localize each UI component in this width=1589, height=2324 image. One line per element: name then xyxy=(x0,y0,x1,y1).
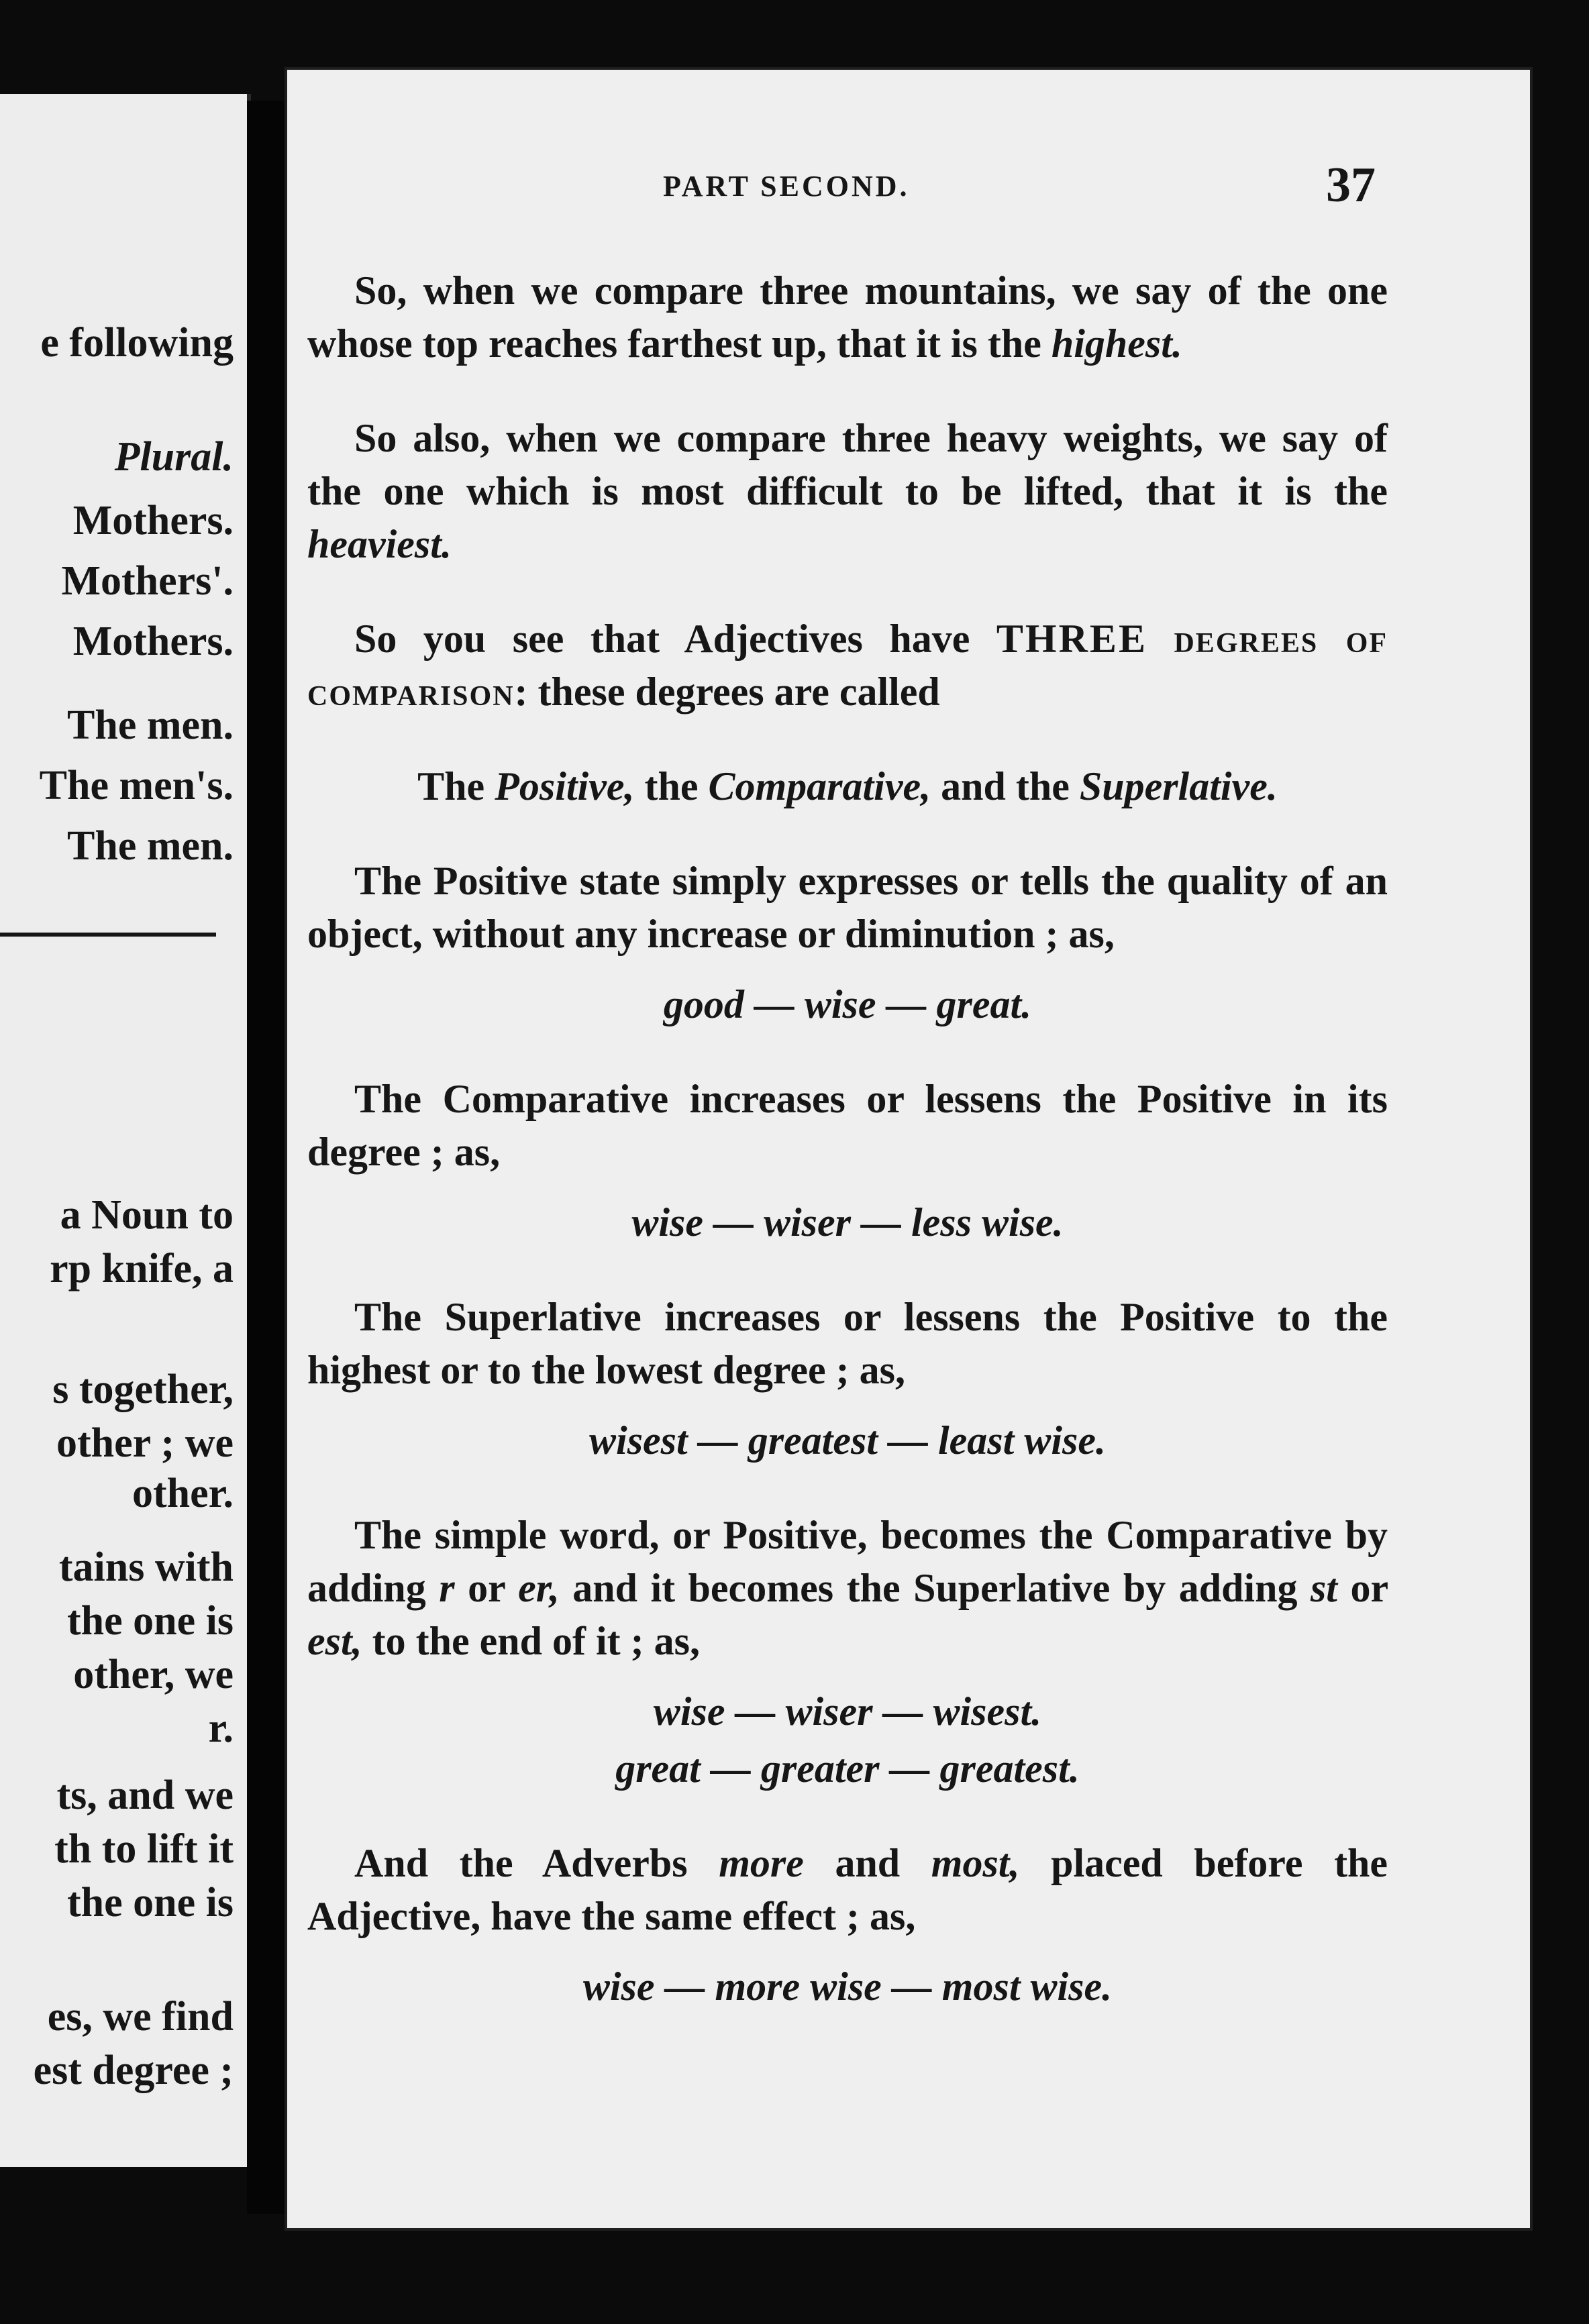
adverb-more: more xyxy=(719,1841,804,1885)
emphasis-word: heaviest. xyxy=(307,522,452,566)
body-text xyxy=(307,264,1388,2013)
suffix-r: r xyxy=(439,1566,455,1610)
left-page-line: tains with xyxy=(58,1544,234,1590)
book-gutter xyxy=(247,101,285,2214)
left-page-line: Mothers. xyxy=(72,619,234,664)
example-wise-forms: wise — wiser — wisest. xyxy=(653,1689,1042,1734)
paragraph-three-degrees xyxy=(307,613,1388,719)
left-page-line: The men's. xyxy=(39,763,234,808)
paragraph-text: : these degrees are called xyxy=(514,670,940,714)
left-page-line: e following xyxy=(40,320,234,366)
suffix-st: st xyxy=(1310,1566,1337,1610)
caps-word: THREE xyxy=(996,617,1147,661)
left-page-line: The men. xyxy=(67,702,234,748)
example-adverbs: wise — more wise — most wise. xyxy=(582,1964,1113,2009)
emphasis-word: highest. xyxy=(1051,321,1182,366)
page-number: 37 xyxy=(1326,158,1376,213)
paragraph-superlative: The Superlative increases or lessens the Positive to the highest or to the lowest degree ; as, xyxy=(307,1295,1388,1392)
running-head: PART SECOND. xyxy=(663,170,910,203)
suffix-est: est, xyxy=(307,1619,362,1663)
paragraph-text: placed before the Adjective, have the same effect ; as, xyxy=(307,1841,1388,1938)
left-page-line: Mothers'. xyxy=(61,558,234,604)
paragraph-text: and xyxy=(835,1841,901,1885)
left-page-line: s together, xyxy=(52,1367,234,1412)
left-page-line: ts, and we xyxy=(56,1773,234,1818)
suffix-er: er, xyxy=(518,1566,560,1610)
example-superlative: wisest — greatest — least wise. xyxy=(589,1418,1106,1463)
paragraph-text: So you see that Adjectives have xyxy=(354,617,970,661)
paragraph-text: and the xyxy=(941,764,1070,808)
paragraph-text: So also, when we compare three heavy weights, we say of the one which is most difficult to be lifted, that it is the xyxy=(307,416,1388,513)
term-superlative: Superlative. xyxy=(1079,764,1278,808)
left-page-line: th to lift it xyxy=(54,1826,234,1872)
left-page-line: a Noun to xyxy=(60,1192,234,1238)
example-comparative: wise — wiser — less wise. xyxy=(631,1200,1064,1245)
paragraph-degree-names xyxy=(307,760,1388,813)
left-page-line: Plural. xyxy=(114,434,234,480)
paragraph-mountains xyxy=(307,264,1388,370)
left-page-rule xyxy=(0,933,216,937)
paragraph-text: The xyxy=(417,764,485,808)
left-page-line: other ; we xyxy=(56,1420,234,1466)
paragraph-text: the xyxy=(644,764,699,808)
left-page-fragment xyxy=(0,94,251,2167)
right-page xyxy=(285,67,1533,2231)
page-header xyxy=(287,158,1530,213)
paragraph-text: So, when we compare three mountains, we say of the one whose top reaches farthest up, that it is the xyxy=(307,268,1388,366)
small-caps-phrase: degrees of comparison xyxy=(307,617,1388,714)
left-page-line: rp knife, a xyxy=(50,1246,234,1291)
example-positive: good — wise — great. xyxy=(663,982,1032,1026)
left-page-line: the one is xyxy=(67,1880,234,1925)
left-page-line: es, we find xyxy=(47,1994,234,2040)
left-page-line: The men. xyxy=(67,823,234,869)
paragraph-weights xyxy=(307,412,1388,571)
adverb-most: most, xyxy=(931,1841,1020,1885)
paragraph-comparative: The Comparative increases or lessens the Positive in its degree ; as, xyxy=(307,1077,1388,1174)
left-page-line: the one is xyxy=(67,1598,234,1644)
paragraph-adverbs xyxy=(307,1837,1388,1943)
term-comparative: Comparative, xyxy=(708,764,931,808)
paragraph-text: or xyxy=(468,1566,505,1610)
term-positive: Positive, xyxy=(495,764,635,808)
paragraph-text: And the Adverbs xyxy=(354,1841,688,1885)
paragraph-text: or xyxy=(1350,1566,1388,1610)
paragraph-positive: The Positive state simply expresses or tells the quality of an object, without any increase or diminution ; as, xyxy=(307,859,1388,956)
left-page-line: other. xyxy=(132,1471,234,1516)
left-page-line: est degree ; xyxy=(33,2048,234,2093)
paragraph-text: to the end of it ; as, xyxy=(372,1619,700,1663)
left-page-line: r. xyxy=(208,1705,234,1751)
example-great-forms: great — greater — greatest. xyxy=(615,1746,1080,1791)
left-page-line: Mothers. xyxy=(72,498,234,543)
paragraph-text: and it becomes the Superlative by adding xyxy=(572,1566,1298,1610)
paragraph-text: The simple word, or Positive, becomes the Comparative by adding xyxy=(307,1513,1388,1610)
left-page-line: other, we xyxy=(73,1652,234,1697)
paragraph-formation xyxy=(307,1509,1388,1668)
